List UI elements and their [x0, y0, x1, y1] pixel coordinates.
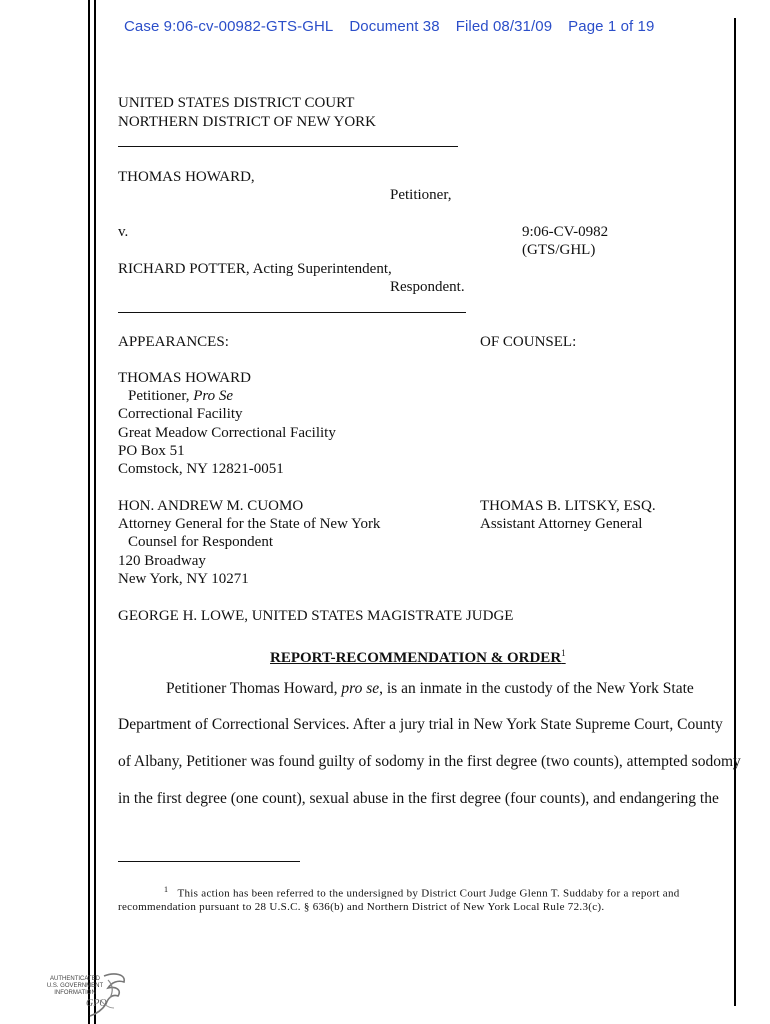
seal-line: AUTHENTICATED	[50, 976, 100, 982]
caption-divider-top	[118, 146, 458, 147]
seal-line: U.S. GOVERNMENT	[46, 983, 104, 989]
of-counsel-heading: OF COUNSEL:	[480, 334, 577, 350]
footnote-separator	[118, 861, 300, 862]
case-number: 9:06-CV-0982	[522, 224, 609, 240]
respondent-name: RICHARD POTTER, Acting Superintendent,	[118, 261, 392, 277]
petitioner-appearance-role	[128, 387, 233, 405]
caption-divider-bottom	[118, 312, 466, 313]
page-count-stamp: Page 1 of 19	[568, 18, 655, 35]
court-name-line-2: NORTHERN DISTRICT OF NEW YORK	[118, 114, 376, 130]
court-name-line-1: UNITED STATES DISTRICT COURT	[118, 95, 355, 111]
versus: v.	[118, 224, 129, 240]
report-title	[270, 644, 566, 667]
judge-initials: (GTS/GHL)	[522, 242, 596, 258]
report-title-text: REPORT-RECOMMENDATION & ORDER	[270, 650, 562, 666]
case-number-stamp: Case 9:06-cv-00982-GTS-GHL	[124, 18, 334, 35]
body-paragraph-line	[166, 680, 694, 698]
respondent-appearance-name: HON. ANDREW M. CUOMO	[118, 498, 304, 514]
body-text: , is an inmate in the custody of the New York State	[379, 680, 694, 697]
respondent-appearance-title: Attorney General for the State of New York	[118, 516, 381, 532]
filed-date-stamp: Filed 08/31/09	[455, 18, 553, 35]
left-margin-rule-outer	[88, 0, 90, 1024]
respondent-appearance-role: Counsel for Respondent	[128, 534, 273, 550]
respondent-address-line: 120 Broadway	[118, 553, 206, 569]
appearances-heading: APPEARANCES:	[118, 334, 229, 350]
body-paragraph-line: Department of Correctional Services. After a jury trial in New York State Supreme Court, County	[118, 716, 723, 733]
body-paragraph-line: of Albany, Petitioner was found guilty of sodomy in the first degree (two counts), attempted sodomy	[118, 753, 741, 770]
respondent-role: Respondent.	[390, 279, 465, 295]
seal-text	[42, 976, 108, 997]
petitioner-name: THOMAS HOWARD,	[118, 169, 255, 185]
petitioner-address-line: Correctional Facility	[118, 406, 243, 422]
document-number-stamp: Document 38	[349, 18, 440, 35]
petitioner-role-prefix: Petitioner,	[128, 388, 194, 404]
petitioner-appearance-name: THOMAS HOWARD	[118, 370, 251, 386]
body-text: Petitioner Thomas Howard,	[166, 680, 342, 697]
respondent-address-line: New York, NY 10271	[118, 571, 249, 587]
of-counsel-title: Assistant Attorney General	[480, 516, 643, 532]
petitioner-address-line: Great Meadow Correctional Facility	[118, 425, 336, 441]
pro-se-italic: pro se	[341, 680, 380, 697]
footnote-marker: 1	[164, 885, 169, 894]
footnote-line-2: recommendation pursuant to 28 U.S.C. § 636(b) and Northern District of New York Local Rule 72.3(c).	[118, 901, 605, 913]
right-margin-rule	[734, 18, 736, 1006]
report-title-footnote-marker: 1	[561, 648, 566, 658]
petitioner-address-line: Comstock, NY 12821-0051	[118, 461, 284, 477]
of-counsel-name: THOMAS B. LITSKY, ESQ.	[480, 498, 656, 514]
pro-se-label: Pro Se	[193, 388, 234, 404]
petitioner-address-line: PO Box 51	[118, 443, 185, 459]
seal-line: INFORMATION	[54, 990, 96, 996]
magistrate-judge-line: GEORGE H. LOWE, UNITED STATES MAGISTRATE JUDGE	[118, 608, 514, 624]
gpo-authentication-seal	[42, 970, 132, 1018]
body-paragraph-line: in the first degree (one count), sexual abuse in the first degree (four counts), and endangering the	[118, 790, 719, 807]
gpo-mark: GPO	[86, 998, 107, 1009]
filing-header	[124, 18, 654, 35]
petitioner-role: Petitioner,	[390, 187, 452, 203]
left-margin-rule-inner	[94, 0, 96, 1024]
footnote-text: This action has been referred to the undersigned by District Court Judge Glenn T. Suddaby for a report and	[177, 887, 680, 900]
